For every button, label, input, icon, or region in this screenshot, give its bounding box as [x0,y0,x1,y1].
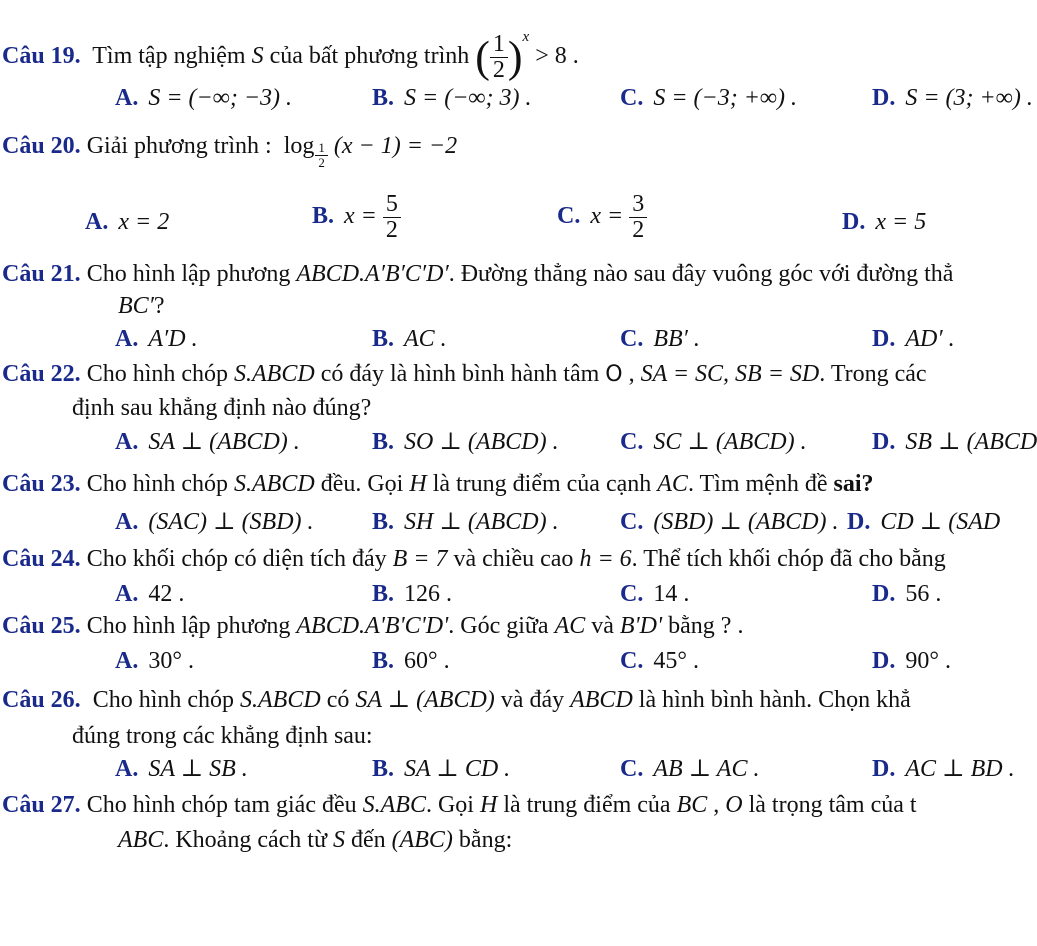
q25-text: Cho hình lập phương [86,613,291,639]
option-label: B. [372,85,395,111]
q21-option-a[interactable] [115,327,198,351]
q19-paren: ( [475,32,490,82]
option-value: S = (−∞; 3) . [404,85,532,111]
frac-num: 3 [632,191,645,217]
option-value: (SBD) ⊥ (ABCD) . [653,509,839,535]
option-value: SO ⊥ (ABCD) . [404,429,559,455]
q27-line2-math: ABC [118,827,164,853]
option-label: C. [620,509,644,535]
q25-text4: bằng ? . [668,613,744,639]
option-value: SB ⊥ (ABCD [905,429,1037,455]
q26-math2: SA ⊥ (ABCD) [355,687,495,713]
q26-option-a[interactable] [115,757,248,781]
q24-math2: h = 6 [579,546,632,572]
q22-option-c[interactable] [620,430,807,454]
q26-label: Câu 26. [2,687,81,713]
q21-option-c[interactable] [620,327,700,351]
q25-label: Câu 25. [2,613,81,639]
option-label: D. [842,209,866,235]
q26-math3: ABCD [570,687,633,713]
option-value: 56 . [905,581,942,607]
q22-option-b[interactable] [372,430,559,454]
option-value: 60° . [404,648,450,674]
frac-num: 5 [385,191,398,217]
q21-stem-line2 [118,294,165,318]
option-label: B. [372,326,395,352]
q24-text2: và chiều cao [453,546,574,572]
option-lhs: x = [590,203,624,230]
q25-math3: B'D' [619,613,663,639]
q26-text4: là hình bình hành. Chọn khẳ [638,687,911,713]
q23-label: Câu 23. [2,471,81,497]
q22-option-a[interactable] [115,430,300,454]
q23-option-b[interactable] [372,510,559,534]
option-label: D. [872,85,896,111]
q22-stem-line2: định sau khẳng định nào đúng? [72,395,372,421]
q20-log-base [315,141,328,169]
option-value: AC ⊥ BD . [905,756,1015,782]
q21-line2-math: BC′ [118,293,154,319]
q19-label: Câu 19. [2,43,81,69]
option-value: SC ⊥ (ABCD) . [653,429,807,455]
q20-label: Câu 20. [2,133,81,159]
q21-option-d[interactable] [872,327,955,351]
option-value: 126 . [404,581,453,607]
q23-stem [2,472,874,496]
q22-math: S.ABCD [234,361,315,387]
q23-text: Cho hình chóp [86,471,229,497]
option-value: SA ⊥ (ABCD) . [148,429,300,455]
option-label: B. [372,509,395,535]
q23-bold: sai? [833,471,874,497]
q26-option-b[interactable] [372,757,510,781]
option-value: SA ⊥ SB . [148,756,248,782]
q19-paren: ) [507,32,523,82]
q19-option-b[interactable] [372,86,532,110]
q22-text4: . Trong các [819,361,927,387]
q19-text2: của bất phương trình [269,43,470,69]
q24-text3: . Thể tích khối chóp đã cho bằng [631,546,946,572]
option-label: D. [872,429,896,455]
q20-text: Giải phương trình : [86,133,272,159]
option-value: BB′ . [653,326,700,352]
option-lhs: x = [344,203,377,230]
option-value: AB ⊥ AC . [653,756,760,782]
q23-option-c[interactable] [620,510,839,534]
q27-line2-text2: đến [350,827,386,853]
q19-stem [2,30,579,83]
q21-math: ABCD.A′B′C′D′ [296,261,449,287]
q25-option-a[interactable] [115,649,194,673]
q27-text3: là trung điểm của [503,792,671,818]
q25-option-d[interactable] [872,649,951,673]
option-label: B. [312,203,335,230]
q23-option-d[interactable] [847,510,1000,534]
q23-text3: là trung điểm của cạnh [432,471,652,497]
q25-option-c[interactable] [620,649,699,673]
option-value: (SAC) ⊥ (SBD) . [148,509,314,535]
q23-math2: H [409,471,427,497]
option-value: AC . [404,326,447,352]
q19-option-a[interactable] [115,86,292,110]
q19-fraction [490,32,508,83]
q22-text: Cho hình chóp [86,361,229,387]
option-value: 14 . [653,581,690,607]
q26-text3: và đáy [500,687,565,713]
option-label: C. [620,581,644,607]
q27-line2-math3: (ABC) [391,827,453,853]
q20-option-d[interactable] [842,210,926,234]
option-value: S = (3; +∞) . [905,85,1033,111]
q21-label: Câu 21. [2,261,81,287]
option-label: B. [372,648,395,674]
q19-text: Tìm tập nghiệm [92,43,246,69]
q27-math3: BC [676,792,708,818]
option-label: A. [115,509,139,535]
q22-text2: có đáy là hình bình hành tâm [320,361,600,387]
q19-exponent: x [522,29,530,45]
q26-text: Cho hình chóp [92,687,235,713]
q27-stem-line2 [118,828,512,852]
q26-stem [2,688,911,712]
q27-label: Câu 27. [2,792,81,818]
option-fraction [383,192,401,243]
q20-option-a[interactable] [85,210,169,234]
q19-option-d[interactable] [872,86,1033,110]
q20-option-b[interactable] [312,192,401,243]
q23-math3: AC [657,471,688,497]
option-label: C. [620,429,644,455]
q24-option-c[interactable] [620,582,689,606]
q25-math2: AC [554,613,586,639]
q27-text4: , [713,792,720,818]
q20-rest: (x − 1) = −2 [333,133,458,159]
q23-math: S.ABCD [234,471,315,497]
option-value: S = (−3; +∞) . [653,85,798,111]
q24-text: Cho khối chóp có diện tích đáy [86,546,387,572]
q24-option-a[interactable] [115,582,184,606]
frac-den: 2 [629,217,647,243]
option-value: SH ⊥ (ABCD) . [404,509,559,535]
option-label: C. [557,203,581,230]
q22-stem [2,362,927,386]
option-value: 90° . [905,648,951,674]
q19-frac-num: 1 [492,30,505,57]
q21-option-b[interactable] [372,327,447,351]
q20-base-den: 2 [315,155,328,170]
option-value: 30° . [148,648,194,674]
option-value: A′D . [148,326,198,352]
q27-math: S.ABC [362,792,426,818]
option-label: D. [872,581,896,607]
q22-math2: SA = SC, SB = SD [640,361,820,387]
q27-math4: O [725,792,743,818]
q24-label: Câu 24. [2,546,81,572]
q22-center: O [605,362,623,387]
q21-text: Cho hình lập phương [86,261,291,287]
option-value: S = (−∞; −3) . [148,85,293,111]
option-label: C. [620,648,644,674]
option-label: A. [115,85,139,111]
q27-text: Cho hình chóp tam giác đều [86,792,357,818]
option-fraction [629,192,647,243]
option-label: C. [620,326,644,352]
q26-math: S.ABCD [240,687,321,713]
q24-stem [2,547,946,571]
option-label: D. [872,756,896,782]
q20-log: log [283,133,315,159]
option-value: 45° . [653,648,699,674]
option-label: B. [372,756,395,782]
option-value: x = 2 [118,209,170,235]
q21-line2-tail: ? [153,293,165,319]
q27-stem [2,793,917,817]
q19-option-c[interactable] [620,86,797,110]
option-label: D. [847,509,871,535]
q23-text2: đều. Gọi [320,471,404,497]
option-label: C. [620,85,644,111]
option-label: D. [872,326,896,352]
q27-text2: . Gọi [425,792,474,818]
q25-text3: và [591,613,614,639]
q20-base-num: 1 [318,140,325,156]
option-label: B. [372,581,395,607]
q22-text3: , [628,361,635,387]
q23-text4: . Tìm mệnh đề [687,471,828,497]
q23-option-a[interactable] [115,510,314,534]
option-label: A. [115,648,139,674]
option-label: C. [620,756,644,782]
option-label: B. [372,429,395,455]
q25-stem [2,614,743,638]
option-label: A. [115,756,139,782]
q22-option-d[interactable] [872,430,1037,454]
option-value: CD ⊥ (SAD [880,509,1001,535]
q26-stem-line2: đúng trong các khẳng định sau: [72,723,373,749]
option-value: AD′ . [905,326,955,352]
q24-option-b[interactable] [372,582,452,606]
q20-stem [2,134,457,170]
option-value: 42 . [148,581,185,607]
q21-text2: . Đường thẳng nào sau đây vuông góc với đường thẳ [448,261,954,287]
q19-rhs: > 8 . [535,43,579,69]
option-label: D. [872,648,896,674]
q26-option-d[interactable] [872,757,1015,781]
q24-math: B = 7 [392,546,448,572]
q26-text2: có [326,687,350,713]
q26-option-c[interactable] [620,757,759,781]
q27-text5: là trọng tâm của t [748,792,917,818]
option-label: A. [115,581,139,607]
q27-math2: H [479,792,498,818]
q19-frac-den: 2 [490,57,508,83]
q19-var: S [251,43,264,69]
q27-line2-text3: bằng: [458,827,513,853]
q25-text2: . Góc giữa [448,613,549,639]
option-value: x = 5 [875,209,927,235]
q24-option-d[interactable] [872,582,941,606]
q27-line2-math2: S [332,827,345,853]
q20-option-c[interactable] [557,192,647,243]
q25-math: ABCD.A'B'C'D' [296,613,449,639]
q22-label: Câu 22. [2,361,81,387]
frac-den: 2 [383,217,401,243]
option-label: A. [115,429,139,455]
q25-option-b[interactable] [372,649,450,673]
option-label: A. [115,326,139,352]
q21-stem [2,262,953,286]
q27-line2-text: . Khoảng cách từ [163,827,327,853]
option-value: SA ⊥ CD . [404,756,511,782]
option-label: A. [85,209,109,235]
